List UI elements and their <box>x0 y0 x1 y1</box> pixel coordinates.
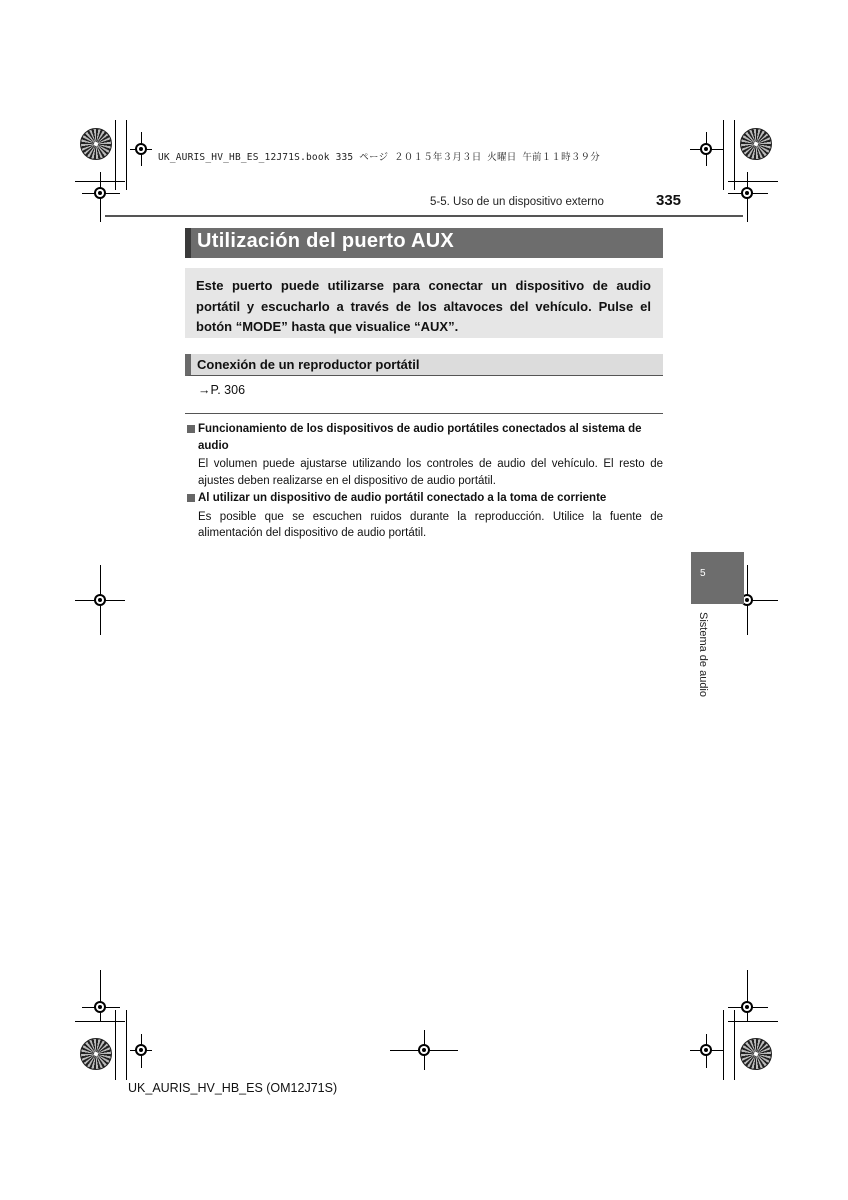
square-bullet-icon <box>187 425 195 433</box>
crop-mark <box>100 970 101 1022</box>
registration-mark-icon <box>135 143 147 155</box>
chapter-label: Sistema de audio <box>697 612 709 697</box>
registration-mark-icon <box>700 1044 712 1056</box>
crop-mark <box>728 1021 778 1022</box>
subsection-title: Conexión de un reproductor portátil <box>197 357 420 372</box>
registration-mark-icon <box>741 1001 753 1013</box>
section-rule <box>185 413 663 414</box>
registration-mark-icon <box>418 1044 430 1056</box>
chapter-number: 5 <box>700 568 706 579</box>
crop-mark <box>126 1010 127 1080</box>
registration-mark-icon <box>94 594 106 606</box>
crop-mark <box>728 181 778 182</box>
note-heading: Al utilizar un dispositivo de audio portátil conectado a la toma de corriente <box>198 492 607 504</box>
book-info: UK_AURIS_HV_HB_ES_12J71S.book 335 ページ ２０１５年３月３日 火曜日 午前１１時３９分 <box>158 152 600 163</box>
square-bullet-icon <box>187 494 195 502</box>
crop-mark <box>115 120 116 190</box>
print-wheel-icon <box>740 1038 772 1070</box>
page-title: Utilización del puerto AUX <box>197 230 455 252</box>
registration-mark-icon <box>700 143 712 155</box>
crop-mark <box>734 120 735 190</box>
crop-mark <box>723 120 724 190</box>
page-reference: →P. 306 <box>198 383 246 397</box>
running-header: 5-5. Uso de un dispositivo externo <box>430 196 604 208</box>
note-item <box>185 421 663 489</box>
crop-mark <box>126 120 127 190</box>
intro-box: Este puerto puede utilizarse para conectar un dispositivo de audio portátil y escucharlo a través de los altavoces del vehículo. Pulse el botón “MODE” hasta que visualice “AUX”. <box>185 268 663 338</box>
note-body: Es posible que se escuchen ruidos durante la reproducción. Utilice la fuente de alimentación del dispositivo de audio portátil. <box>198 510 663 539</box>
chapter-tab <box>691 552 744 604</box>
subsection-bar <box>185 354 663 376</box>
registration-mark-icon <box>135 1044 147 1056</box>
print-wheel-icon <box>80 1038 112 1070</box>
footer-code: UK_AURIS_HV_HB_ES (OM12J71S) <box>128 1081 338 1095</box>
crop-mark <box>723 1010 724 1080</box>
note-item <box>185 490 663 542</box>
print-wheel-icon <box>80 128 112 160</box>
crop-mark <box>747 970 748 1022</box>
page-number: 335 <box>656 192 682 209</box>
note-heading: Funcionamiento de los dispositivos de audio portátiles conectados al sistema de audio <box>198 423 642 452</box>
note-body: El volumen puede ajustarse utilizando los controles de audio del vehículo. El resto de ajustes deben realizarse en el dispositivo de audio portátil. <box>198 458 663 487</box>
registration-mark-icon <box>94 187 106 199</box>
registration-mark-icon <box>741 187 753 199</box>
registration-mark-icon <box>94 1001 106 1013</box>
print-wheel-icon <box>740 128 772 160</box>
header-rule <box>105 215 743 217</box>
title-bar <box>185 228 663 258</box>
